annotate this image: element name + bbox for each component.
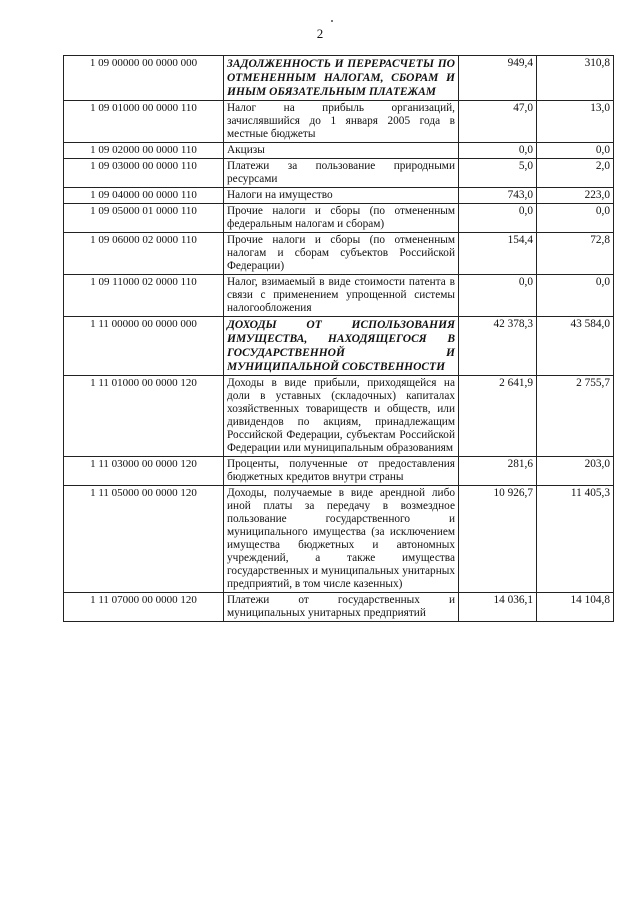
- value-year-2: 0,0: [537, 275, 614, 317]
- value-year-1: 0,0: [459, 204, 537, 233]
- page-number: 2: [316, 26, 324, 41]
- budget-code: 1 11 01000 00 0000 120: [64, 376, 224, 457]
- income-name: Акцизы: [224, 143, 459, 159]
- value-year-1: 5,0: [459, 159, 537, 188]
- income-name: Налог на прибыль организаций, зачислявшийся до 1 января 2005 года в местные бюджеты: [224, 101, 459, 143]
- budget-code: 1 09 05000 01 0000 110: [64, 204, 224, 233]
- budget-code: 1 11 00000 00 0000 000: [64, 317, 224, 376]
- table-row: [64, 275, 614, 317]
- income-name: Платежи от государственных и муниципальных унитарных предприятий: [224, 593, 459, 622]
- table-row: [64, 233, 614, 275]
- scan-dot: [331, 20, 333, 22]
- value-year-1: 14 036,1: [459, 593, 537, 622]
- income-name: Проценты, полученные от предоставления бюджетных кредитов внутри страны: [224, 457, 459, 486]
- value-year-1: 2 641,9: [459, 376, 537, 457]
- value-year-2: 72,8: [537, 233, 614, 275]
- income-name: Прочие налоги и сборы (по отмененным федеральным налогам и сборам): [224, 204, 459, 233]
- value-year-2: 43 584,0: [537, 317, 614, 376]
- value-year-2: 203,0: [537, 457, 614, 486]
- value-year-1: 47,0: [459, 101, 537, 143]
- value-year-2: 2 755,7: [537, 376, 614, 457]
- budget-code: 1 09 02000 00 0000 110: [64, 143, 224, 159]
- income-name: ДОХОДЫ ОТ ИСПОЛЬЗОВАНИЯ ИМУЩЕСТВА, НАХОДЯЩЕГОСЯ В ГОСУДАРСТВЕННОЙ И МУНИЦИПАЛЬНОЙ СОБСТВЕННОСТИ: [224, 317, 459, 376]
- budget-code: 1 09 03000 00 0000 110: [64, 159, 224, 188]
- value-year-1: 0,0: [459, 143, 537, 159]
- table-row: [64, 457, 614, 486]
- value-year-1: 154,4: [459, 233, 537, 275]
- value-year-2: 0,0: [537, 204, 614, 233]
- value-year-1: 0,0: [459, 275, 537, 317]
- value-year-1: 10 926,7: [459, 486, 537, 593]
- budget-code: 1 11 03000 00 0000 120: [64, 457, 224, 486]
- table-row: [64, 486, 614, 593]
- budget-table: [63, 55, 614, 622]
- income-name: Налоги на имущество: [224, 188, 459, 204]
- table-row: [64, 188, 614, 204]
- value-year-2: 310,8: [537, 56, 614, 101]
- budget-code: 1 11 07000 00 0000 120: [64, 593, 224, 622]
- table-row: [64, 317, 614, 376]
- value-year-2: 0,0: [537, 143, 614, 159]
- table-row: [64, 593, 614, 622]
- value-year-2: 14 104,8: [537, 593, 614, 622]
- table-row: [64, 204, 614, 233]
- value-year-2: 13,0: [537, 101, 614, 143]
- income-name: Налог, взимаемый в виде стоимости патента в связи с применением упрощенной системы налогообложения: [224, 275, 459, 317]
- income-name: Платежи за пользование природными ресурсами: [224, 159, 459, 188]
- table-row: [64, 159, 614, 188]
- income-name: Доходы, получаемые в виде арендной либо иной платы за передачу в возмездное пользование государственного и муниципального имущества (за исключением имущества бюджетных и автономных учреждений, а также имущества государственных и муниципальных унитарных предприятий, в том числе казенных): [224, 486, 459, 593]
- value-year-2: 2,0: [537, 159, 614, 188]
- table-row: [64, 101, 614, 143]
- value-year-1: 42 378,3: [459, 317, 537, 376]
- income-name: Прочие налоги и сборы (по отмененным налогам и сборам субъектов Российской Федерации): [224, 233, 459, 275]
- budget-code: 1 09 11000 02 0000 110: [64, 275, 224, 317]
- value-year-1: 743,0: [459, 188, 537, 204]
- budget-code: 1 09 01000 00 0000 110: [64, 101, 224, 143]
- table-row: [64, 376, 614, 457]
- value-year-1: 281,6: [459, 457, 537, 486]
- value-year-2: 223,0: [537, 188, 614, 204]
- table-row: [64, 56, 614, 101]
- budget-code: 1 09 04000 00 0000 110: [64, 188, 224, 204]
- income-name: ЗАДОЛЖЕННОСТЬ И ПЕРЕРАСЧЕТЫ ПО ОТМЕНЕННЫМ НАЛОГАМ, СБОРАМ И ИНЫМ ОБЯЗАТЕЛЬНЫМ ПЛАТЕЖАМ: [224, 56, 459, 101]
- table-row: [64, 143, 614, 159]
- budget-code: 1 09 06000 02 0000 110: [64, 233, 224, 275]
- budget-code: 1 09 00000 00 0000 000: [64, 56, 224, 101]
- budget-code: 1 11 05000 00 0000 120: [64, 486, 224, 593]
- income-name: Доходы в виде прибыли, приходящейся на доли в уставных (складочных) капиталах хозяйственных товариществ и обществ, или дивидендов по акциям, принадлежащим Российской Федерации, субъектам Российской Федерации или муниципальным образованиям: [224, 376, 459, 457]
- value-year-2: 11 405,3: [537, 486, 614, 593]
- value-year-1: 949,4: [459, 56, 537, 101]
